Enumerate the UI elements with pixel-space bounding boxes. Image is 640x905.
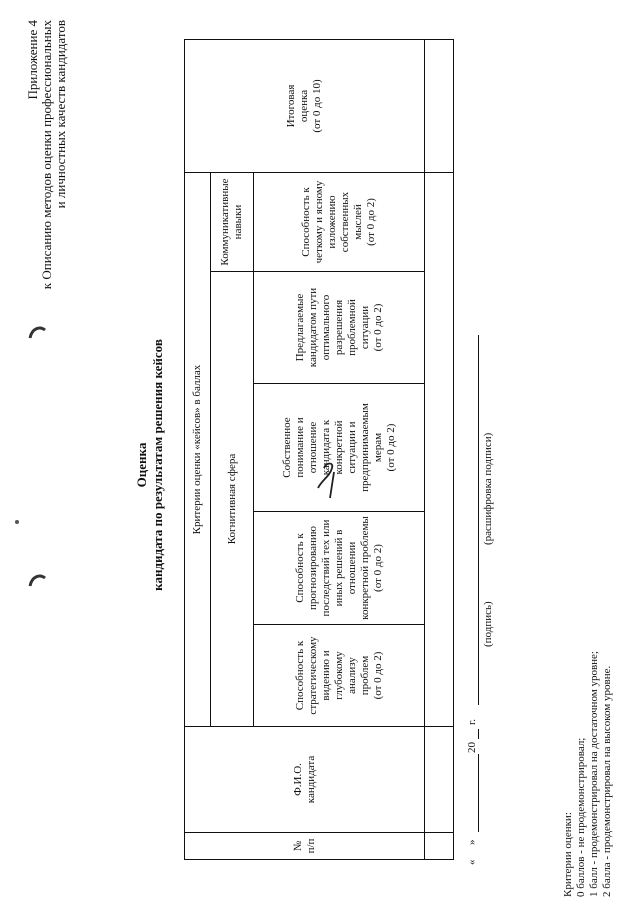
title-line1: Оценка [134, 442, 149, 488]
table-row-empty [425, 40, 453, 859]
date-year-suffix: г. [466, 718, 478, 725]
signature-decode-label: (расшифровка подписи) [482, 432, 494, 545]
date-close-quote: » [466, 839, 478, 845]
col-header-criterion-4: Предлагаемые кандидатом пути оптимального разрешения проблемной ситуации (от 0 до 2) [293, 287, 384, 368]
appendix-line2: и личностных качеств кандидатов [53, 20, 68, 209]
appendix-header [26, 20, 68, 365]
legend-title: Критерии оценки: [562, 812, 574, 897]
date-signature-line [466, 325, 494, 865]
col-header-cognitive: Когнитивная сфера [225, 453, 238, 545]
col-header-total: Итоговая оценка (от 0 до 10) [285, 79, 323, 133]
appendix-number: Приложение 4 [25, 20, 40, 100]
appendix-line1: к Описанию методов оценки профессиональных [39, 20, 54, 290]
document-title [134, 275, 166, 655]
col-header-number: № п/п [291, 838, 317, 854]
date-underline-1 [478, 754, 479, 832]
title-line2: кандидата по результатам решения кейсов [150, 339, 165, 591]
criteria-legend [562, 457, 614, 897]
legend-item-1: 1 балл - продемонстрировал на достаточном уровне; [588, 651, 600, 897]
date-open-quote: « [466, 859, 478, 865]
col-header-criteria: Критерии оценки «кейсов» в баллах [191, 364, 203, 535]
col-header-criterion-2: Способность к прогнозированию последствий тех или иных решений в отношении конкретной проблемы (от 0 до 2) [293, 516, 384, 620]
col-header-communicative: Коммуникативные навыки [219, 178, 244, 266]
date-year-prefix: 20 [466, 742, 478, 753]
col-header-criterion-3: Собственное понимание и отношение кандидата к конкретной ситуации и предпринимаемым мерам (от 0 до 2) [280, 403, 397, 492]
signature-underline [478, 335, 479, 705]
col-header-criterion-1: Способность к стратегическому видению и глубокому анализу проблем (от 0 до 2) [293, 636, 384, 715]
signature-label: (подпись) [482, 601, 494, 647]
legend-item-2: 2 балла - продемонстрировал на высоком уровне. [601, 665, 613, 897]
date-underline-2 [478, 729, 479, 739]
legend-item-0: 0 баллов - не продемонстрировал; [575, 737, 587, 897]
col-header-name: Ф.И.О. кандидата [291, 755, 317, 804]
col-header-criterion-5: Способность к четкому и ясному изложению собственных мыслей (от 0 до 2) [300, 180, 377, 264]
